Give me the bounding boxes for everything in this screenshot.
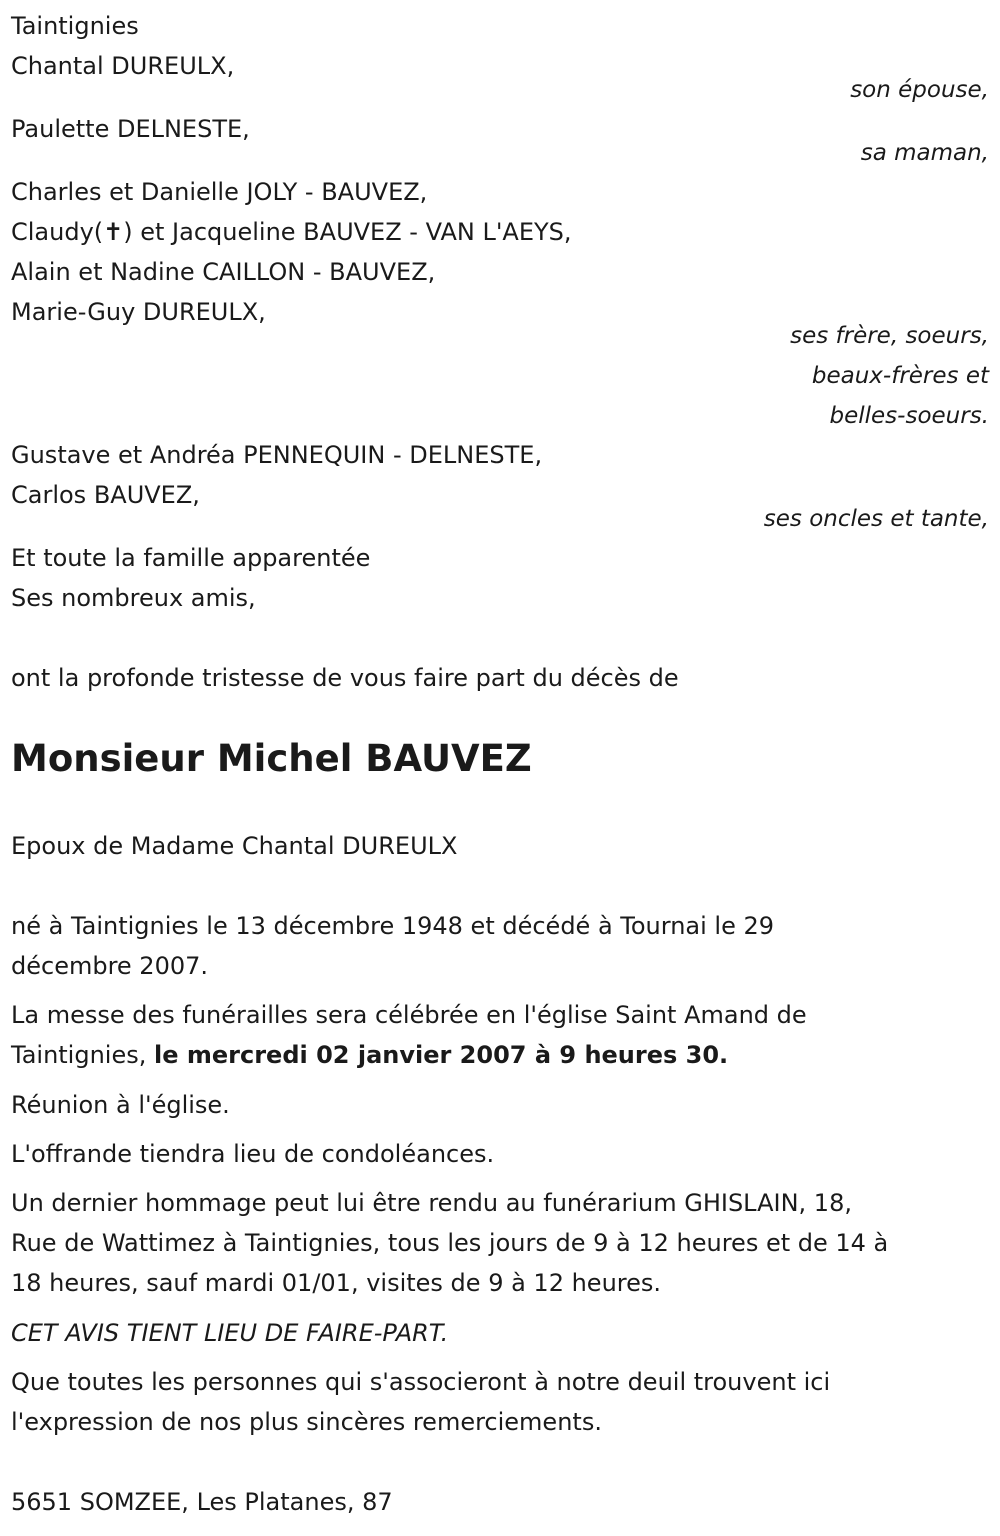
mass-line-1: La messe des funérailles sera célébrée en l'église Saint Amand de bbox=[11, 1001, 807, 1029]
mass-place: Taintignies, bbox=[11, 1041, 154, 1069]
hommage-line-3: 18 heures, sauf mardi 01/01, visites de 9 à 12 heures. bbox=[11, 1269, 662, 1297]
spouse-line: Epoux de Madame Chantal DUREULX bbox=[11, 832, 458, 860]
family-line-others-2: Ses nombreux amis, bbox=[11, 584, 256, 612]
family-line-uncle-2: Carlos BAUVEZ, bbox=[11, 481, 200, 509]
announcement-intro: ont la profonde tristesse de vous faire part du décès de bbox=[11, 664, 679, 692]
address-line: 5651 SOMZEE, Les Platanes, 87 bbox=[11, 1488, 393, 1516]
birth-death-line-1: né à Taintignies le 13 décembre 1948 et décédé à Tournai le 29 bbox=[11, 912, 775, 940]
hommage-line-1: Un dernier hommage peut lui être rendu au funérarium GHISLAIN, 18, bbox=[11, 1189, 852, 1217]
family-line-sibling-2: Claudy(✝) et Jacqueline BAUVEZ - VAN L'AEYS, bbox=[11, 218, 572, 246]
family-line-chantal: Chantal DUREULX, bbox=[11, 52, 235, 80]
role-maman: sa maman, bbox=[860, 140, 989, 166]
thanks-line-2: l'expression de nos plus sincères remerciements. bbox=[11, 1408, 602, 1436]
reunion-line: Réunion à l'église. bbox=[11, 1091, 230, 1119]
family-line-sibling-4: Marie-Guy DUREULX, bbox=[11, 298, 266, 326]
hommage-line-2: Rue de Wattimez à Taintignies, tous les jours de 9 à 12 heures et de 14 à bbox=[11, 1229, 889, 1257]
family-line-sibling-1: Charles et Danielle JOLY - BAUVEZ, bbox=[11, 178, 428, 206]
birth-death-line-2: décembre 2007. bbox=[11, 952, 209, 980]
offrande-line: L'offrande tiendra lieu de condoléances. bbox=[11, 1140, 495, 1168]
family-line-sibling-3: Alain et Nadine CAILLON - BAUVEZ, bbox=[11, 258, 436, 286]
family-line-paulette: Paulette DELNESTE, bbox=[11, 115, 250, 143]
mass-date-time: le mercredi 02 janvier 2007 à 9 heures 30. bbox=[154, 1041, 729, 1069]
thanks-line-1: Que toutes les personnes qui s'associeront à notre deuil trouvent ici bbox=[11, 1368, 831, 1396]
role-siblings-1: ses frère, soeurs, bbox=[790, 323, 989, 349]
role-uncles: ses oncles et tante, bbox=[763, 506, 989, 532]
family-line-others-1: Et toute la famille apparentée bbox=[11, 544, 371, 572]
family-line-uncle-1: Gustave et Andréa PENNEQUIN - DELNESTE, bbox=[11, 441, 543, 469]
avis-line: CET AVIS TIENT LIEU DE FAIRE-PART. bbox=[11, 1319, 449, 1347]
family-line-taintignies: Taintignies bbox=[11, 12, 139, 40]
role-epouse: son épouse, bbox=[850, 77, 989, 103]
role-siblings-3: belles-soeurs. bbox=[829, 403, 989, 429]
role-siblings-2: beaux-frères et bbox=[811, 363, 989, 389]
deceased-name: Monsieur Michel BAUVEZ bbox=[11, 737, 532, 780]
mass-line-2 bbox=[11, 1035, 728, 1075]
